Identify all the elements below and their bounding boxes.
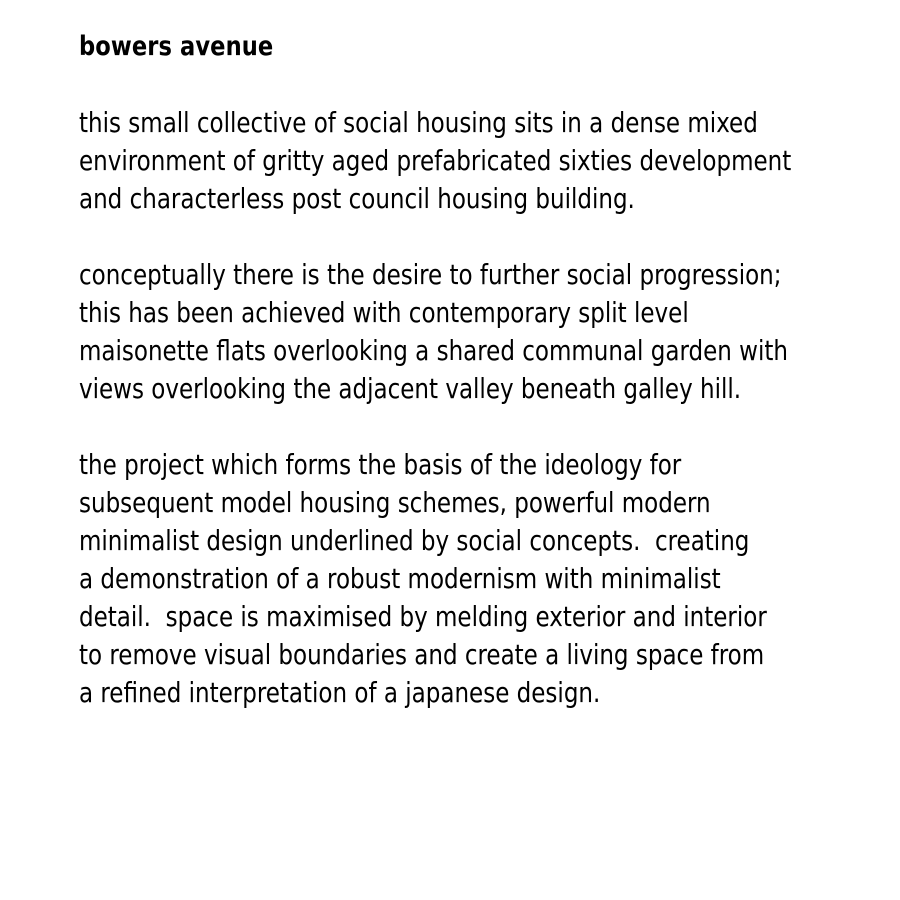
- paragraph-line: and characterless post council housing building.: [79, 183, 635, 215]
- paragraph-line: minimalist design underlined by social concepts. creating: [79, 525, 750, 557]
- paragraph-2: [79, 256, 843, 408]
- paragraph-line: this small collective of social housing sits in a dense mixed: [79, 107, 758, 139]
- paragraph-line: a demonstration of a robust modernism with minimalist: [79, 563, 721, 595]
- paragraph-spacer: [79, 218, 900, 256]
- paragraph-line: detail. space is maximised by melding exterior and interior: [79, 601, 767, 633]
- paragraph-line: conceptually there is the desire to further social progression;: [79, 259, 782, 291]
- paragraph-line: views overlooking the adjacent valley beneath galley hill.: [79, 373, 742, 405]
- paragraph-1: [79, 104, 843, 218]
- paragraph-spacer: [79, 408, 900, 446]
- paragraph-line: the project which forms the basis of the ideology for: [79, 449, 682, 481]
- title-body-spacer: [79, 66, 900, 104]
- paragraph-line: a refined interpretation of a japanese design.: [79, 677, 601, 709]
- paragraph-line: environment of gritty aged prefabricated sixties development: [79, 145, 792, 177]
- paragraph-3: [79, 446, 843, 712]
- paragraph-line: maisonette flats overlooking a shared communal garden with: [79, 335, 788, 367]
- paragraph-line: to remove visual boundaries and create a living space from: [79, 639, 765, 671]
- page-title: bowers avenue: [79, 31, 274, 62]
- paragraph-line: subsequent model housing schemes, powerful modern: [79, 487, 711, 519]
- paragraph-line: this has been achieved with contemporary split level: [79, 297, 689, 329]
